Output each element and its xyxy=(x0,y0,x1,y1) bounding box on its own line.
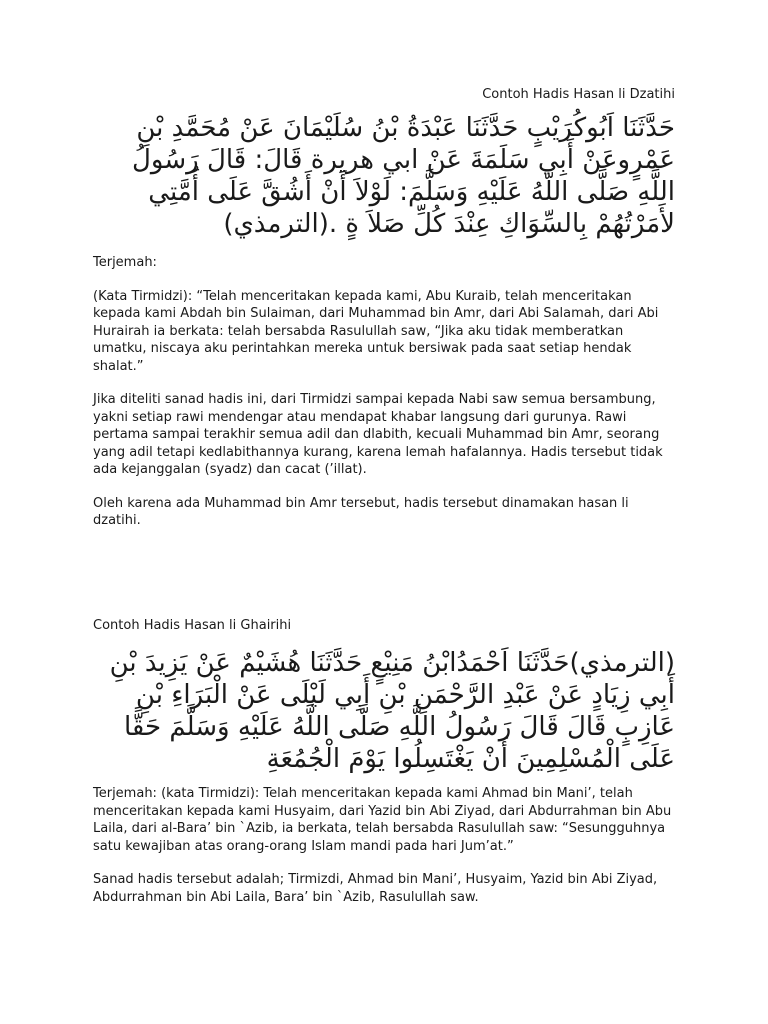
conclusion-paragraph: Oleh karena ada Muhammad bin Amr tersebut, hadis tersebut dinamakan hasan li dzatihi. xyxy=(93,495,629,528)
section-heading: Contoh Hadis Hasan li Dzatihi xyxy=(482,87,675,102)
arabic-hadith-text: حَدَّثَنَا اَبُوكُرَيْبٍ حَدَّثَنَا عَبْدَةُ بْنُ سُلَيْمَانَ عَنْ مُحَمَّدِ بْنِ عَمْرٍوعَنْ أَبِي سَلَمَةَ عَنْ ابي هريرة قَالَ: قَالَ رَسُولُ اللَّهِ صَلَّى اللَّهُ عَلَيْهِ وَسَلَّمَ: لَوْلاَ أَنْ أَشُقَّ عَلَى أُمَّتِي لأَمَرْتُهُمْ بِالسِّوَاكِ عِنْدَ كُلِّ صَلاَ ةٍ .(الترمذي) xyxy=(132,113,675,239)
translation-paragraph: (Kata Tirmidzi): “Telah menceritakan kepada kami, Abu Kuraib, telah menceritakan kepada kami Abdah bin Sulaiman, dari Muhammad bin Amr, dari Abi Salamah, dari Abi Hurairah ia berkata: telah bersabda Rasulullah saw, “Jika aku tidak memberatkan umatku, niscaya aku perintahkan mereka untuk bersiwak pada saat setiap hendak shalat.” xyxy=(93,288,659,374)
sanad-analysis-paragraph: Jika diteliti sanad hadis ini, dari Tirmidzi sampai kepada Nabi saw semua bersambung, yakni setiap rawi mendengar atau mendapat khabar langsung dari gurunya. Rawi pertama sampai terakhir semua adil dan dlabith, kecuali Muhammad bin Amr, seorang yang adil tetapi kedlabithannya kurang, karena lemah hafalannya. Hadis tersebut tidak ada kejanggalan (syadz) dan cacat (’illat). xyxy=(93,392,663,477)
section-hasan-li-ghairihi xyxy=(93,617,675,922)
section-heading: Contoh Hadis Hasan li Ghairihi xyxy=(93,618,292,633)
arabic-hadith-text: (الترمذي)حَدَّثَنَا اَحْمَدُابْنُ مَنِيْعٍ حَدَّثَنَا هُشَيْمٌ عَنْ يَزِيدَ بْنِ أَبِي زِيَادٍ عَنْ عَبْدِ الرَّحْمَنِ بْنِ أَبِي لَيْلَى عَنْ الْبَرَاءِ بْنِ عَازِبٍ قَالَ قَالَ رَسُولُ اللَّهِ صَلَّى اللَّهُ عَلَيْهِ وَسَلَّمَ حَقًّا عَلَى الْمُسْلِمِينَ أَنْ يَغْتَسِلُوا يَوْمَ الْجُمُعَةِ xyxy=(109,648,675,774)
translation-paragraph: Terjemah: (kata Tirmidzi): Telah menceritakan kepada kami Ahmad bin Mani’, telah menceritakan kepada kami Husyaim, dari Yazid bin Abi Ziyad, dari Abdurrahman bin Abu Laila, dari al-Bara’ bin `Azib, ia berkata, telah bersabda Rasulullah saw: “Sesungguhnya satu kewajiban atas orang-orang Islam mandi pada hari Jum’at.” xyxy=(93,786,672,854)
translation-label: Terjemah: xyxy=(93,255,157,270)
section-hasan-li-dzatihi xyxy=(93,86,675,546)
sanad-paragraph: Sanad hadis tersebut adalah; Tirmizdi, Ahmad bin Mani’, Husyaim, Yazid bin Abi Ziyad, Abdurrahman bin Abi Laila, Bara’ bin `Azib, Rasulullah saw. xyxy=(93,872,658,905)
